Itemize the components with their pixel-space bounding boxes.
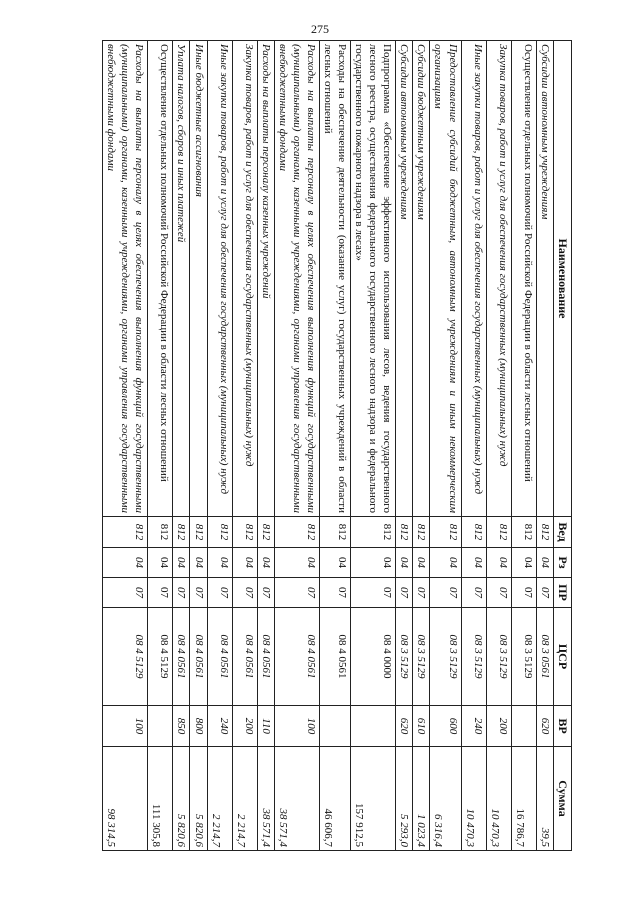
cell-pr: 07 (173, 578, 190, 608)
cell-ved: 812 (173, 517, 190, 548)
cell-pr: 07 (396, 578, 413, 608)
cell-pr: 07 (536, 578, 553, 608)
cell-pr: 07 (232, 578, 257, 608)
cell-vr: 620 (536, 706, 553, 747)
cell-sum: 46 606,7 (319, 747, 350, 851)
cell-pr: 07 (511, 578, 536, 608)
cell-name: Иные закупки товаров, работ и услуг для обеспечения государственных (муниципальных) нужд (461, 41, 486, 517)
cell-sum: 16 786,7 (511, 747, 536, 851)
cell-vr (319, 706, 350, 747)
cell-vr: 240 (207, 706, 232, 747)
table-row (148, 41, 173, 851)
cell-ved: 812 (148, 517, 173, 548)
rotated-table-wrapper (59, 40, 572, 850)
cell-sum: 2 214,7 (232, 747, 257, 851)
cell-pr: 07 (351, 578, 396, 608)
cell-csr: 08 3 5129 (486, 608, 511, 706)
cell-csr: 08 3 5129 (430, 608, 461, 706)
cell-rz: 04 (536, 548, 553, 578)
header-name: Наименование (553, 41, 571, 517)
cell-rz: 04 (351, 548, 396, 578)
header-vr: ВР (553, 706, 571, 747)
table-body (103, 41, 553, 851)
cell-pr: 07 (461, 578, 486, 608)
cell-name: Подпрограмма «Обеспечение эффективного использования лесов, ведения государственного лесного реестра, осуществления федерального государственного лесного надзора и федерального государственного пожарного надзора в лесах» (351, 41, 396, 517)
cell-ved: 812 (103, 517, 148, 548)
cell-name: Расходы на выплаты персоналу в целях обеспечения выполнения функций государственными (муниципальными) органами, казенными учреждениями, органами управления государственными внебюджетными фондами (274, 41, 319, 517)
cell-ved: 812 (461, 517, 486, 548)
cell-rz: 04 (319, 548, 350, 578)
table-row (257, 41, 274, 851)
table-row (461, 41, 486, 851)
cell-csr: 08 4 5129 (148, 608, 173, 706)
table-row (190, 41, 207, 851)
cell-name: Субсидии автономным учреждениям (536, 41, 553, 517)
cell-pr: 07 (430, 578, 461, 608)
cell-rz: 04 (461, 548, 486, 578)
cell-ved: 812 (413, 517, 430, 548)
cell-rz: 04 (430, 548, 461, 578)
cell-rz: 04 (511, 548, 536, 578)
cell-pr: 07 (274, 578, 319, 608)
cell-csr: 08 3 5129 (511, 608, 536, 706)
cell-pr: 07 (486, 578, 511, 608)
cell-vr: 100 (103, 706, 148, 747)
cell-name: Уплата налогов, сборов и иных платежей (173, 41, 190, 517)
cell-sum: 5 820,6 (173, 747, 190, 851)
table-row (396, 41, 413, 851)
table-row (351, 41, 396, 851)
cell-name: Субсидии бюджетным учреждениям (413, 41, 430, 517)
cell-sum: 38 571,4 (257, 747, 274, 851)
cell-rz: 04 (103, 548, 148, 578)
header-ved: Вед (553, 517, 571, 548)
cell-csr: 08 4 0561 (173, 608, 190, 706)
cell-ved: 812 (486, 517, 511, 548)
table-row (511, 41, 536, 851)
cell-csr: 08 4 0561 (274, 608, 319, 706)
cell-vr: 240 (461, 706, 486, 747)
cell-pr: 07 (319, 578, 350, 608)
table-row (430, 41, 461, 851)
cell-csr: 08 4 0561 (190, 608, 207, 706)
cell-rz: 04 (274, 548, 319, 578)
cell-sum: 1 023,4 (413, 747, 430, 851)
cell-sum: 111 305,8 (148, 747, 173, 851)
budget-table (102, 40, 572, 851)
cell-ved: 812 (430, 517, 461, 548)
cell-vr: 610 (413, 706, 430, 747)
cell-sum: 98 314,5 (103, 747, 148, 851)
table-row (103, 41, 148, 851)
cell-vr: 200 (232, 706, 257, 747)
cell-pr: 07 (257, 578, 274, 608)
header-csr: ЦСР (553, 608, 571, 706)
cell-sum: 157 912,5 (351, 747, 396, 851)
cell-name: Осуществление отдельных полномочий Российской Федерации в области лесных отношений (148, 41, 173, 517)
cell-ved: 812 (190, 517, 207, 548)
cell-ved: 812 (257, 517, 274, 548)
cell-sum: 39,5 (536, 747, 553, 851)
cell-name: Закупка товаров, работ и услуг для обеспечения государственных (муниципальных) нужд (232, 41, 257, 517)
header-pr: ПР (553, 578, 571, 608)
page-number: 275 (311, 22, 329, 36)
cell-pr: 07 (103, 578, 148, 608)
cell-rz: 04 (207, 548, 232, 578)
cell-name: Осуществление отдельных полномочий Российской Федерации в области лесных отношений (511, 41, 536, 517)
table-header-row (553, 41, 571, 851)
cell-vr: 110 (257, 706, 274, 747)
cell-sum: 2 214,7 (207, 747, 232, 851)
cell-vr (511, 706, 536, 747)
cell-csr: 08 4 0561 (257, 608, 274, 706)
cell-name: Расходы на обеспечение деятельности (оказание услуг) государственных учреждений в области лесных отношений (319, 41, 350, 517)
cell-sum: 38 571,4 (274, 747, 319, 851)
table-row (413, 41, 430, 851)
cell-vr: 800 (190, 706, 207, 747)
cell-csr: 08 4 0000 (351, 608, 396, 706)
table-row (486, 41, 511, 851)
table-row (274, 41, 319, 851)
cell-pr: 07 (207, 578, 232, 608)
cell-sum: 5 820,6 (190, 747, 207, 851)
cell-name: Расходы на выплаты персоналу в целях обеспечения выполнения функций государственными (муниципальными) органами, казенными учреждениями, органами управления государственными внебюджетными фондами (103, 41, 148, 517)
cell-vr: 200 (486, 706, 511, 747)
cell-vr (351, 706, 396, 747)
table-row (173, 41, 190, 851)
cell-ved: 812 (207, 517, 232, 548)
table-row (207, 41, 232, 851)
table-row (536, 41, 553, 851)
cell-sum: 10 470,3 (486, 747, 511, 851)
cell-ved: 812 (511, 517, 536, 548)
cell-ved: 812 (351, 517, 396, 548)
cell-vr: 100 (274, 706, 319, 747)
cell-pr: 07 (413, 578, 430, 608)
cell-rz: 04 (257, 548, 274, 578)
cell-name: Иные бюджетные ассигнования (190, 41, 207, 517)
cell-ved: 812 (274, 517, 319, 548)
cell-rz: 04 (486, 548, 511, 578)
cell-ved: 812 (232, 517, 257, 548)
cell-csr: 08 3 0561 (536, 608, 553, 706)
cell-sum: 6 316,4 (430, 747, 461, 851)
cell-vr: 620 (396, 706, 413, 747)
cell-sum: 10 470,3 (461, 747, 486, 851)
cell-pr: 07 (148, 578, 173, 608)
cell-rz: 04 (148, 548, 173, 578)
cell-ved: 812 (396, 517, 413, 548)
table-row (319, 41, 350, 851)
cell-name: Расходы на выплаты персоналу казенных учреждений (257, 41, 274, 517)
cell-name: Субсидии автономным учреждениям (396, 41, 413, 517)
cell-ved: 812 (536, 517, 553, 548)
cell-csr: 08 3 5129 (396, 608, 413, 706)
header-rz: Рз (553, 548, 571, 578)
cell-sum: 5 293,0 (396, 747, 413, 851)
cell-csr: 08 4 5129 (103, 608, 148, 706)
cell-vr: 850 (173, 706, 190, 747)
cell-csr: 08 3 5129 (461, 608, 486, 706)
cell-pr: 07 (190, 578, 207, 608)
cell-vr (148, 706, 173, 747)
header-sum: Сумма (553, 747, 571, 851)
cell-name: Иные закупки товаров, работ и услуг для обеспечения государственных (муниципальных) нужд (207, 41, 232, 517)
cell-rz: 04 (413, 548, 430, 578)
table-row (232, 41, 257, 851)
cell-rz: 04 (190, 548, 207, 578)
cell-csr: 08 4 0561 (207, 608, 232, 706)
cell-csr: 08 4 0561 (232, 608, 257, 706)
cell-rz: 04 (396, 548, 413, 578)
cell-ved: 812 (319, 517, 350, 548)
cell-rz: 04 (232, 548, 257, 578)
cell-vr: 600 (430, 706, 461, 747)
cell-name: Закупка товаров, работ и услуг для обеспечения государственных (муниципальных) нужд (486, 41, 511, 517)
cell-name: Предоставление субсидий бюджетным, автономным учреждениям и иным некоммерческим организациям (430, 41, 461, 517)
cell-csr: 08 4 0561 (319, 608, 350, 706)
cell-csr: 08 3 5129 (413, 608, 430, 706)
cell-rz: 04 (173, 548, 190, 578)
